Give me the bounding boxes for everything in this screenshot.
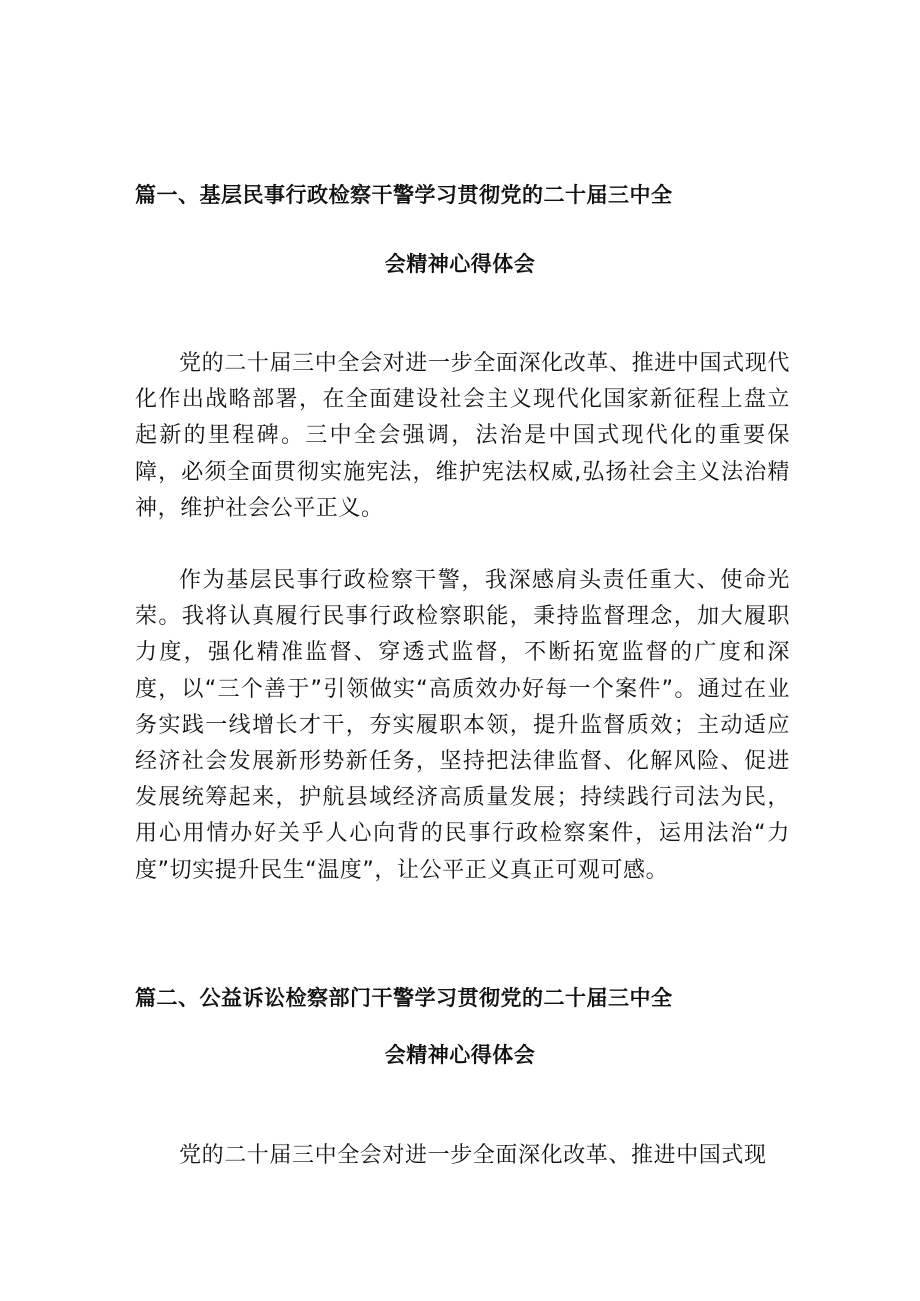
section-1-paragraph-1: 党的二十届三中全会对进一步全面深化改革、推进中国式现代化作出战略部署，在全面建设社会主义现代化国家新征程上盘立起新的里程碑。三中全会强调，法治是中国式现代化的重要保障，必须全面贯彻实施宪法，维护宪法权威,弘扬社会主义法治精神，维护社会公平正义。 [135, 351, 790, 521]
section-2-paragraph-1: 党的二十届三中全会对进一步全面深化改革、推进中国式现 [179, 1143, 767, 1168]
section-1-title-line-2: 会精神心得体会 [384, 252, 536, 276]
section-2-title-line-1: 篇二、公益诉讼检察部门干警学习贯彻党的二十届三中全 [135, 986, 673, 1010]
section-1-title-line-1: 篇一、基层民事行政检察干警学习贯彻党的二十届三中全 [135, 183, 673, 207]
section-1-paragraph-2: 作为基层民事行政检察干警，我深感肩头责任重大、使命光荣。我将认真履行民事行政检察职能，秉持监督理念，加大履职力度，强化精准监督、穿透式监督，不断拓宽监督的广度和深度，以“三个善于”引领做实“高质效办好每一个案件”。通过在业务实践一线增长才干，夯实履职本领，提升监督质效；主动适应经济社会发展新形势新任务，坚持把法律监督、化解风险、促进发展统筹起来，护航县域经济高质量发展；持续践行司法为民，用心用情办好关乎人心向背的民事行政检察案件，运用法治“力度”切实提升民生“温度”，让公平正义真正可观可感。 [135, 568, 790, 883]
section-2-title-line-2: 会精神心得体会 [384, 1043, 536, 1067]
